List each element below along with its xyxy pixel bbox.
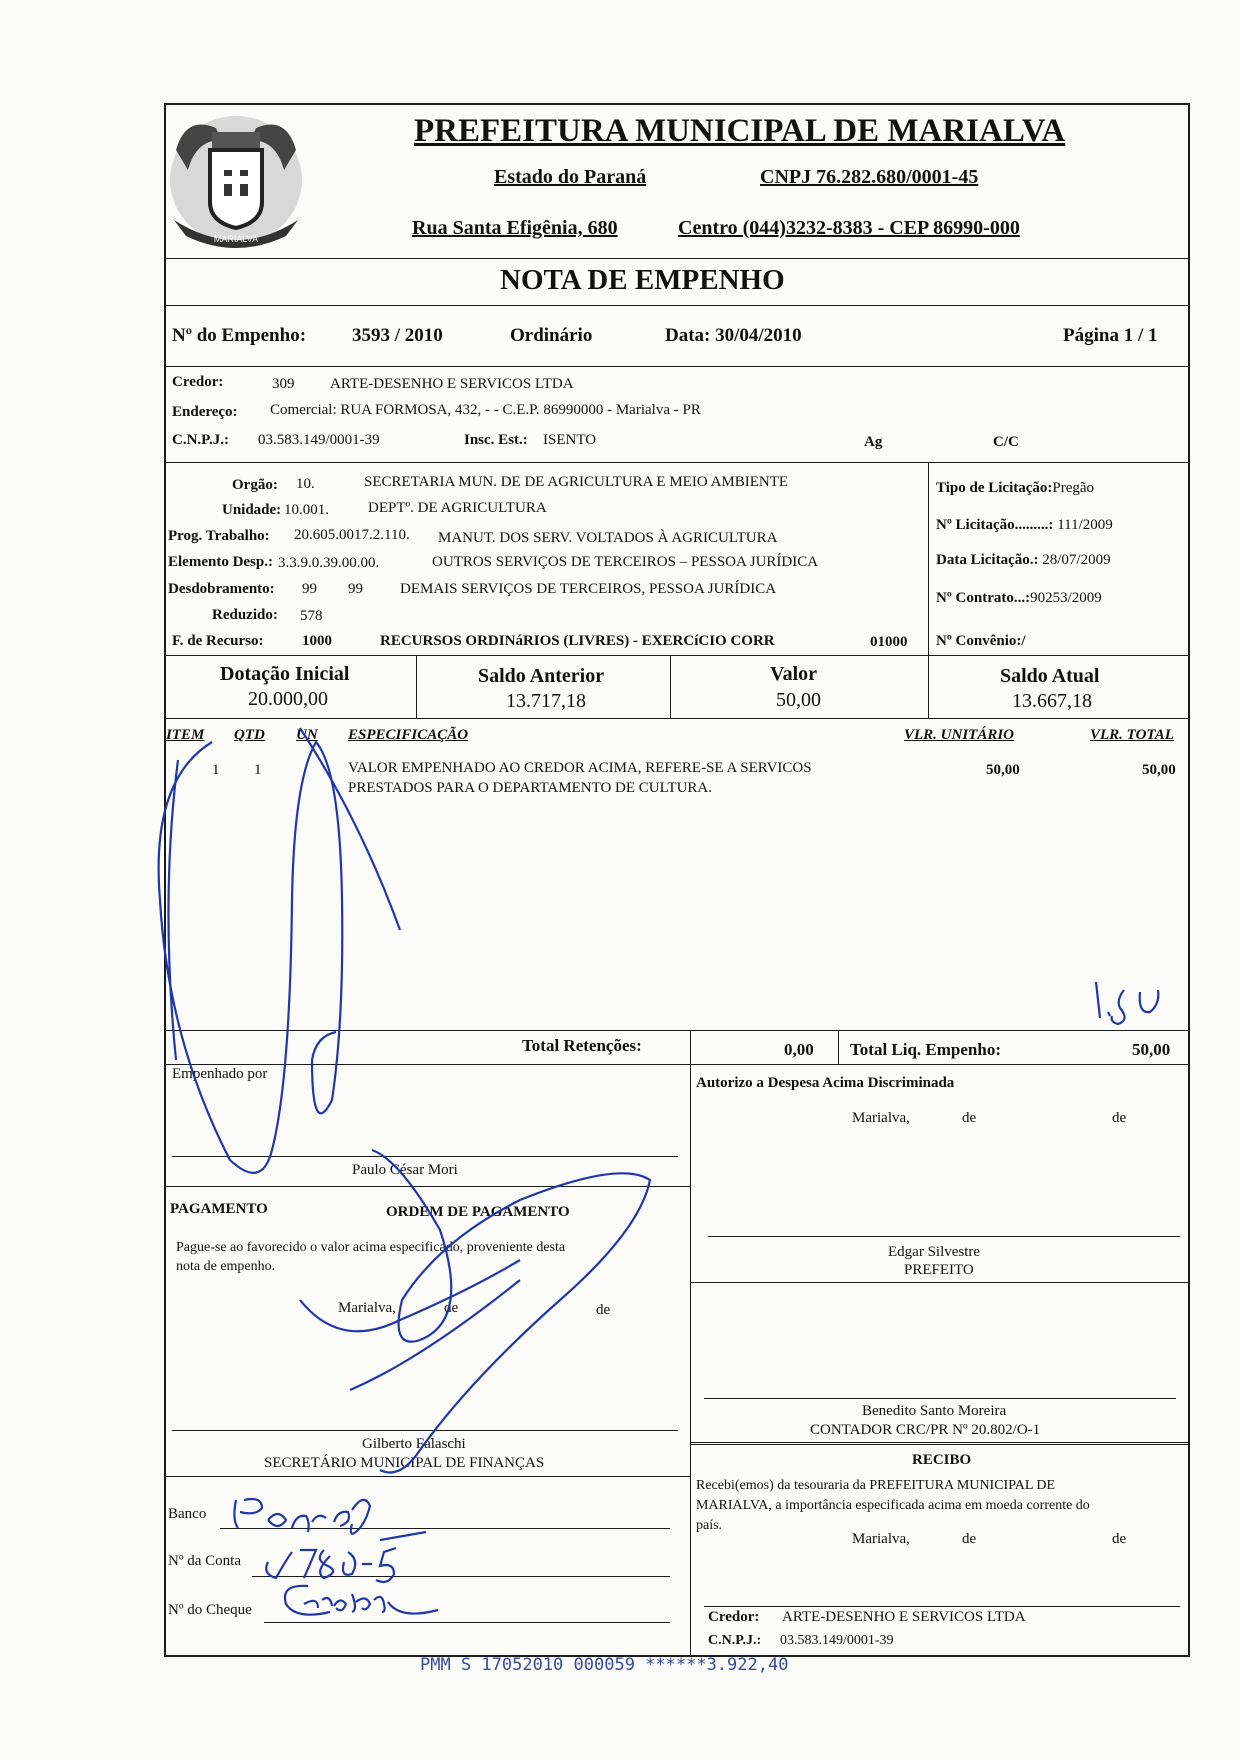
ag-label: Ag	[864, 434, 883, 450]
svg-text:MARIALVA: MARIALVA	[213, 234, 259, 244]
recibo-credor-label: Credor:	[708, 1609, 760, 1625]
recibo-title: RECIBO	[912, 1452, 972, 1468]
total-retencoes-label: Total Retenções:	[522, 1036, 642, 1055]
dotacao-label: Dotação Inicial	[220, 663, 350, 685]
recibo-line1: Recebi(emos) da tesouraria da PREFEITURA MUNICIPAL DE	[696, 1478, 1056, 1493]
prog-label: Prog. Trabalho:	[168, 528, 270, 544]
reduzido-value: 578	[300, 608, 323, 624]
col-qtd: QTD	[234, 727, 265, 743]
pague-text-line2: nota de empenho.	[176, 1259, 276, 1274]
header-address: Rua Santa Efigênia, 680	[412, 217, 618, 239]
saldo-anterior-label: Saldo Anterior	[478, 665, 605, 687]
recibo-credor-name: ARTE-DESENHO E SERVICOS LTDA	[782, 1609, 1026, 1625]
elemento-code: 3.3.9.0.39.00.00.	[278, 555, 380, 571]
contrato-value: 90253/2009	[1030, 590, 1102, 606]
item-desc-line1: VALOR EMPENHADO AO CREDOR ACIMA, REFERE-SE A SERVICOS	[348, 760, 812, 776]
cnpj-label: C.N.P.J.:	[172, 432, 229, 448]
insc-value: ISENTO	[543, 432, 597, 448]
elemento-label: Elemento Desp.:	[168, 554, 273, 570]
total-liq-value: 50,00	[1132, 1040, 1171, 1059]
pagamento-de1: de	[444, 1300, 459, 1316]
empenhado-por-label: Empenhado por	[172, 1066, 268, 1082]
autorizo-city: Marialva,	[852, 1110, 910, 1126]
col-vlr-unitario: VLR. UNITÁRIO	[904, 727, 1015, 743]
desdobramento-name: DEMAIS SERVIÇOS DE TERCEIROS, PESSOA JURÍDICA	[400, 581, 777, 597]
saldo-anterior-value: 13.717,18	[506, 690, 586, 712]
pagamento-city: Marialva,	[338, 1300, 396, 1316]
autorizo-text: Autorizo a Despesa Acima Discriminada	[696, 1075, 955, 1091]
prog-code: 20.605.0017.2.110.	[294, 527, 410, 543]
pagamento-de2: de	[596, 1302, 611, 1318]
saldo-atual-label: Saldo Atual	[1000, 665, 1100, 687]
item-vlr-total: 50,00	[1142, 762, 1176, 778]
num-licitacao-value: 111/2009	[1057, 517, 1113, 533]
insc-label: Insc. Est.:	[464, 432, 528, 448]
col-un: UN	[296, 727, 318, 743]
recibo-line2: MARIALVA, a importância especificada acima em moeda corrente do	[696, 1498, 1090, 1513]
col-item: ITEM	[166, 727, 205, 743]
empenho-label: Nº do Empenho:	[172, 325, 307, 346]
page-number: Página 1 / 1	[1063, 325, 1158, 346]
page-title: PREFEITURA MUNICIPAL DE MARIALVA	[414, 113, 1066, 149]
saldo-atual-value: 13.667,18	[1012, 690, 1092, 712]
desdobramento-code2: 99	[348, 581, 363, 597]
mori-name: Paulo César Mori	[352, 1162, 458, 1178]
prefeito-name: Edgar Silvestre	[888, 1244, 981, 1260]
reduzido-label: Reduzido:	[212, 607, 278, 623]
total-retencoes-value: 0,00	[784, 1040, 814, 1059]
item-vlr-unitario: 50,00	[986, 762, 1020, 778]
desdobramento-label: Desdobramento:	[168, 581, 275, 597]
header-contact: Centro (044)3232-8383 - CEP 86990-000	[678, 217, 1020, 239]
data-licitacao-label: Data Licitação.:	[936, 552, 1039, 568]
total-liq-label: Total Liq. Empenho:	[850, 1040, 1001, 1059]
contrato-label: Nº Contrato...:	[936, 590, 1031, 606]
credor-address: Comercial: RUA FORMOSA, 432, - - C.E.P. 86990000 - Marialva - PR	[270, 402, 701, 418]
recibo-cnpj-label: C.N.P.J.:	[708, 1633, 762, 1648]
tipo-licitacao-value: Pregão	[1052, 480, 1095, 496]
orgao-label: Orgão:	[232, 477, 278, 493]
recibo-city: Marialva,	[852, 1531, 910, 1547]
autorizo-de1: de	[962, 1110, 977, 1126]
credor-cnpj: 03.583.149/0001-39	[258, 432, 380, 448]
credor-code: 309	[272, 376, 295, 392]
item-qtd: 1	[254, 762, 262, 778]
unidade-code: 10.001.	[284, 502, 329, 518]
recurso-code: 1000	[302, 633, 332, 649]
banco-label: Banco	[168, 1506, 207, 1522]
conta-label: Nº da Conta	[168, 1553, 241, 1569]
falaschi-name: Gilberto Falaschi	[362, 1436, 466, 1452]
cheque-handwritten	[286, 1590, 289, 1591]
item-desc-line2: PRESTADOS PARA O DEPARTAMENTO DE CULTURA.	[348, 780, 712, 796]
empenho-number: 3593 / 2010	[352, 325, 443, 346]
cheque-label: Nº do Cheque	[168, 1602, 252, 1618]
empenho-type: Ordinário	[510, 325, 593, 346]
credor-name: ARTE-DESENHO E SERVICOS LTDA	[330, 376, 574, 392]
data-licitacao-value: 28/07/2009	[1042, 552, 1111, 568]
recurso-name: RECURSOS ORDINáRIOS (LIVRES) - EXERCíCIO CORR	[380, 633, 775, 649]
valor-value: 50,00	[776, 689, 821, 711]
elemento-name: OUTROS SERVIÇOS DE TERCEIROS – PESSOA JURÍDICA	[432, 554, 819, 570]
handwritten-amount	[1094, 972, 1096, 973]
pague-text-line1: Pague-se ao favorecido o valor acima especificado, proveniente desta	[176, 1240, 566, 1255]
credor-label: Credor:	[172, 374, 224, 390]
num-licitacao-label: Nº Licitação.........:	[936, 517, 1054, 533]
payment-stamp: PMM S 17052010 000059 ******3.922,40	[420, 1655, 789, 1675]
prefeito-title: PREFEITO	[904, 1262, 974, 1278]
contador-name: Benedito Santo Moreira	[862, 1403, 1007, 1419]
unidade-label: Unidade:	[222, 502, 282, 518]
recurso-code2: 01000	[870, 634, 908, 650]
orgao-name: SECRETARIA MUN. DE DE AGRICULTURA E MEIO AMBIENTE	[364, 474, 789, 490]
address-label: Endereço:	[172, 404, 238, 420]
pagamento-label: PAGAMENTO	[170, 1201, 268, 1217]
state-label: Estado do Paraná	[494, 166, 647, 188]
conta-handwritten	[266, 1546, 269, 1547]
item-number: 1	[212, 762, 220, 778]
unidade-name: DEPTº. DE AGRICULTURA	[368, 500, 547, 516]
cc-label: C/C	[993, 434, 1019, 450]
ordem-pagamento-label: ORDEM DE PAGAMENTO	[386, 1204, 570, 1220]
recurso-label: F. de Recurso:	[172, 633, 264, 649]
recibo-de2: de	[1112, 1531, 1127, 1547]
valor-label: Valor	[770, 663, 818, 685]
autorizo-de2: de	[1112, 1110, 1127, 1126]
dotacao-value: 20.000,00	[248, 688, 328, 710]
recibo-cnpj-value: 03.583.149/0001-39	[780, 1633, 894, 1648]
header-cnpj: CNPJ 76.282.680/0001-45	[760, 166, 979, 188]
orgao-code: 10.	[296, 476, 315, 492]
col-especificacao: ESPECIFICAÇÃO	[348, 727, 469, 743]
recibo-line3: país.	[696, 1518, 723, 1533]
desdobramento-code1: 99	[302, 581, 317, 597]
empenho-date: Data: 30/04/2010	[665, 325, 802, 346]
prog-name: MANUT. DOS SERV. VOLTADOS À AGRICULTURA	[438, 530, 778, 546]
contador-title: CONTADOR CRC/PR Nº 20.802/O-1	[810, 1422, 1041, 1438]
col-vlr-total: VLR. TOTAL	[1090, 727, 1174, 743]
banco-handwritten	[232, 1494, 236, 1495]
document-title: NOTA DE EMPENHO	[500, 264, 785, 296]
recibo-de1: de	[962, 1531, 977, 1547]
convenio-label: Nº Convênio:/	[936, 633, 1026, 649]
tipo-licitacao-label: Tipo de Licitação:	[936, 480, 1053, 496]
secretario-title: SECRETÁRIO MUNICIPAL DE FINANÇAS	[264, 1455, 545, 1471]
